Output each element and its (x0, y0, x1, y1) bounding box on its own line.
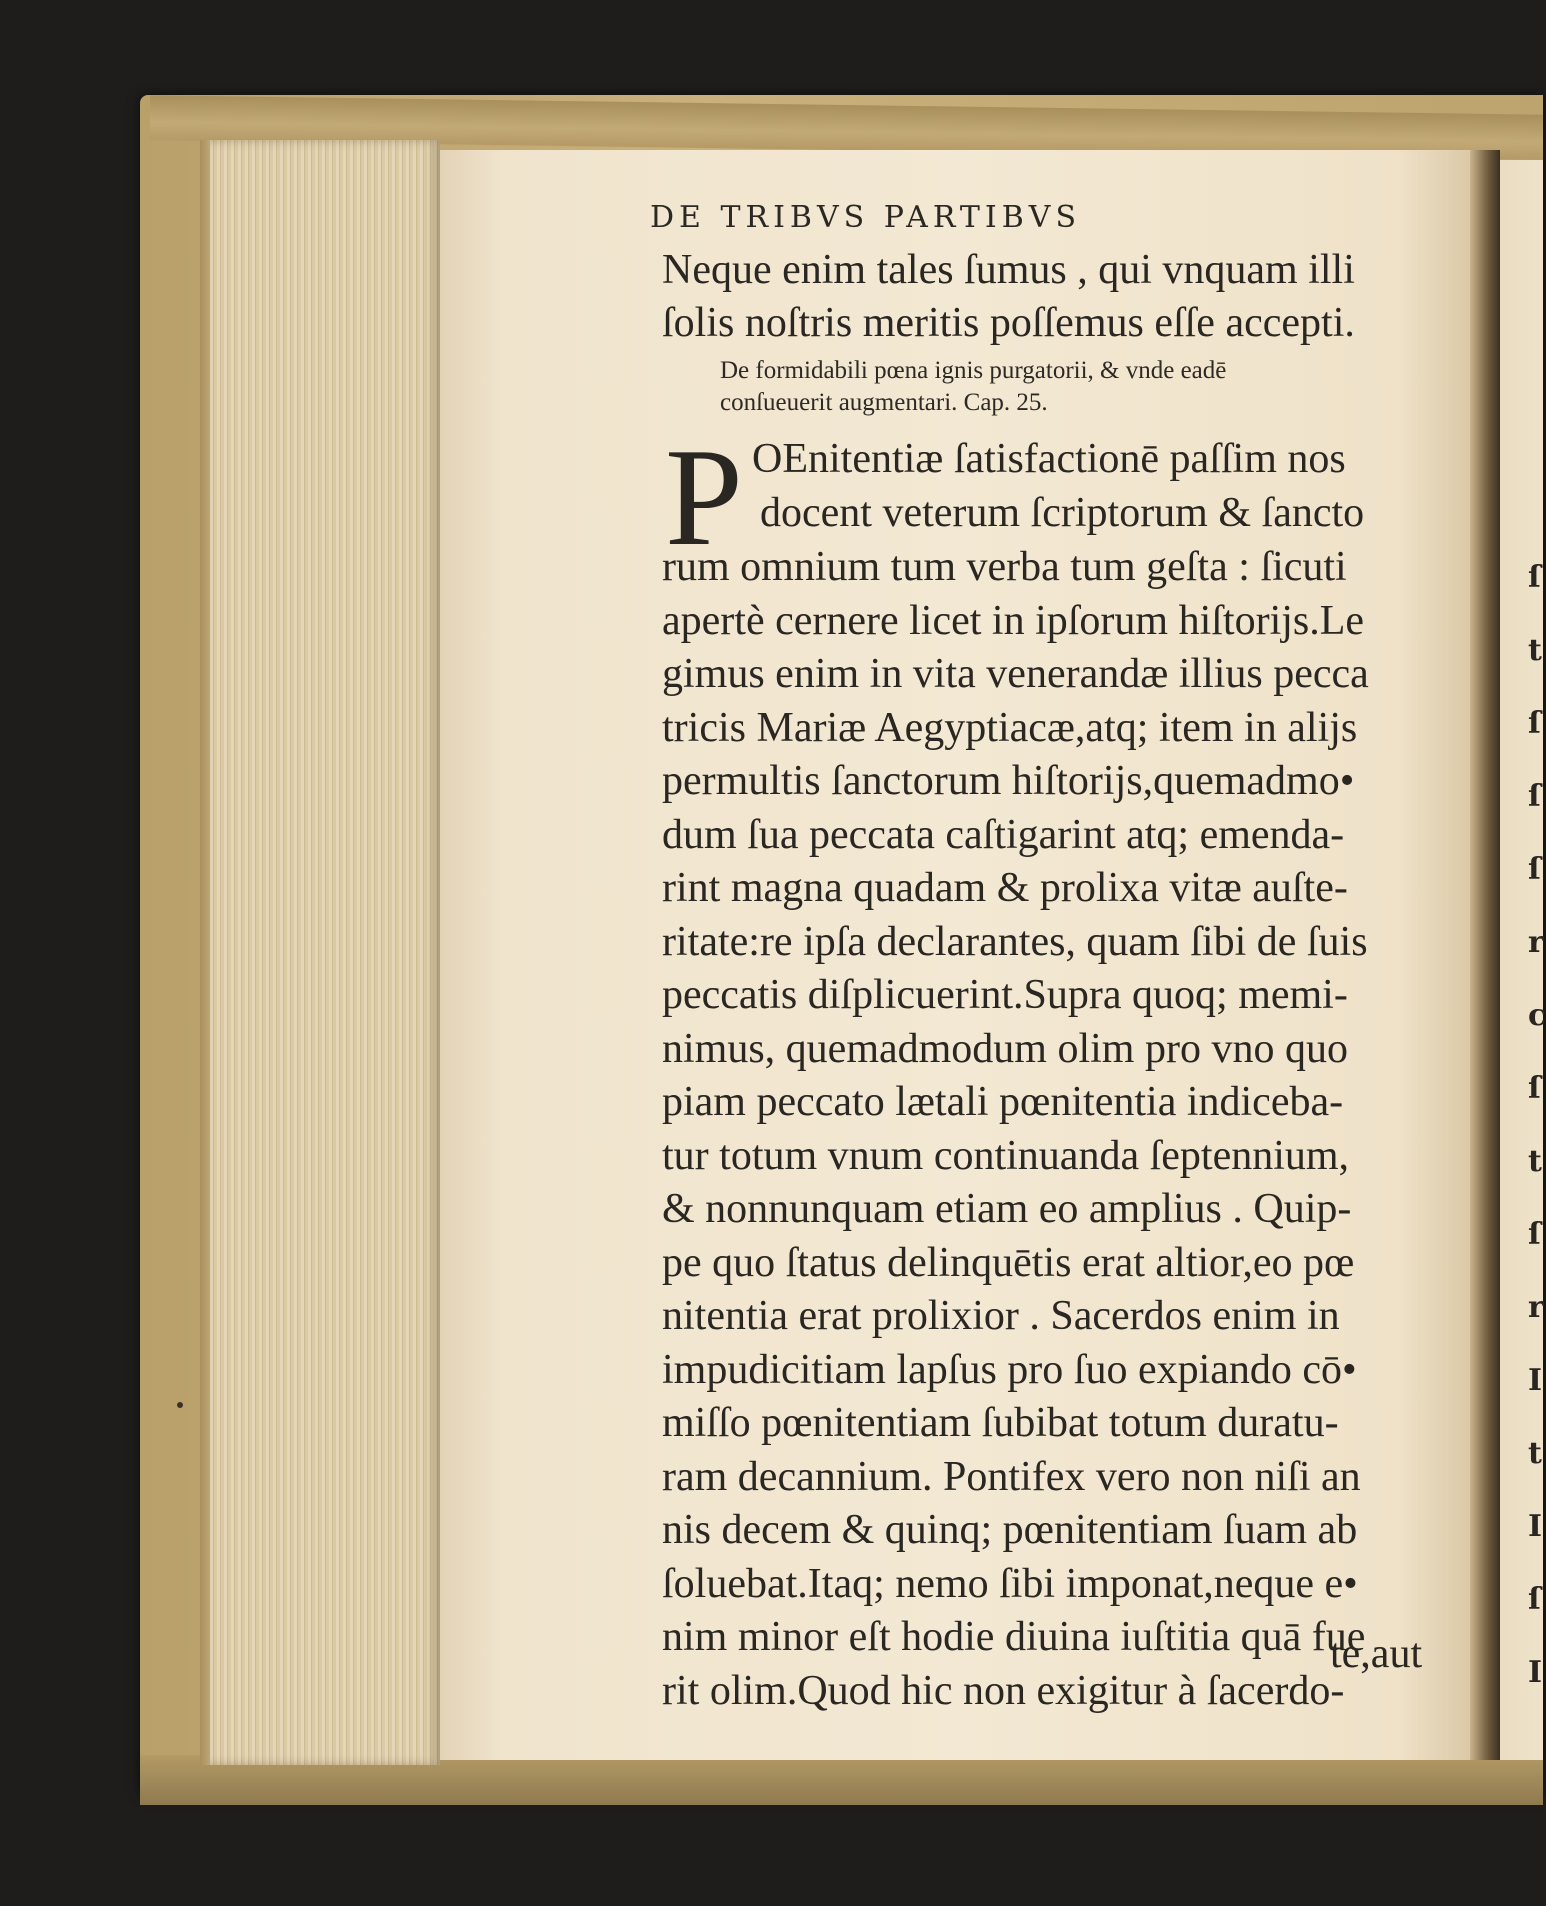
body-line: ram decannium. Pontifex vero non niſi an (662, 1453, 1361, 1500)
facing-margin-glyph: ſ (1528, 852, 1541, 887)
facing-margin-glyph: ſ (1528, 1582, 1541, 1617)
facing-margin-glyph: ſ (1528, 779, 1541, 814)
first-line: OEnitentiæ ſatisfactionē paſſim nos (752, 436, 1346, 482)
body-line: & nonnunquam etiam eo amplius . Quip- (662, 1186, 1352, 1232)
facing-margin-glyph: ſ (1528, 706, 1541, 741)
intro-line: ſolis noſtris meritis poſſemus eſſe accepti. (662, 300, 1355, 346)
body-line: permultis ſanctorum hiſtorijs,quemadmo• (662, 758, 1355, 804)
body-line: nimus, quemadmodum olim pro vno quo (662, 1025, 1348, 1072)
first-line: docent veterum ſcriptorum & ſancto (760, 490, 1365, 536)
facing-margin-glyph: t (1528, 1436, 1542, 1471)
body-line: rit olim.Quod hic non exigitur à ſacerdo- (662, 1667, 1345, 1714)
book-gutter (1470, 150, 1500, 1760)
drop-initial: P (665, 420, 743, 575)
body-line: nim minor eſt hodie diuina iuſtitia quā fue (662, 1614, 1366, 1660)
facing-margin-glyph: I (1528, 1363, 1543, 1398)
chapter-rubric-line: conſueuerit augmentari. Cap. 25. (720, 389, 1048, 416)
body-line: pe quo ſtatus delinquētis erat altior,eo pœ (662, 1239, 1355, 1286)
body-line: nitentia erat prolixior . Sacerdos enim in (662, 1293, 1340, 1339)
running-head: DE TRIBVS PARTIBVS (650, 200, 1082, 235)
body-line: tricis Mariæ Aegyptiacæ,atq; item in alijs (662, 704, 1358, 751)
body-line: ritate:re ipſa declarantes, quam ſibi de ſuis (662, 918, 1368, 965)
facing-margin-glyph: ſ (1528, 1071, 1541, 1106)
body-line: peccatis diſplicuerint.Supra quoq; memi- (662, 972, 1348, 1018)
facing-margin-glyph: r (1528, 925, 1544, 960)
facing-margin-glyph: I (1528, 1655, 1543, 1690)
intro-line: Neque enim tales ſumus , qui vnquam illi (662, 247, 1355, 293)
body-line: impudicitiam lapſus pro ſuo expiando cō• (662, 1346, 1357, 1393)
facing-margin-glyph: t (1528, 1144, 1542, 1179)
cover-speck (177, 1402, 183, 1408)
facing-margin-glyph: ſ (1528, 560, 1541, 595)
body-line: piam peccato lætali pœnitentia indiceba- (662, 1079, 1344, 1125)
body-line: nis decem & quinq; pœnitentiam ſuam ab (662, 1507, 1358, 1553)
body-line: dum ſua peccata caſtigarint atq; emenda- (662, 811, 1345, 858)
body-line: apertè cernere licet in ipſorum hiſtorijs.Le (662, 597, 1365, 644)
facing-margin-glyph: t (1528, 633, 1542, 668)
body-line: gimus enim in vita venerandæ illius pecca (662, 651, 1369, 697)
catchword: te,aut (1330, 1631, 1423, 1677)
body-line: miſſo pœnitentiam ſubibat totum duratu- (662, 1400, 1339, 1446)
facing-margin-glyph: I (1528, 1509, 1543, 1544)
facing-margin-glyph: c (1528, 998, 1546, 1033)
chapter-rubric-line: De formidabili pœna ignis purgatorii, & vnde eadē (720, 357, 1227, 384)
facing-margin-glyph: ſ (1528, 1217, 1541, 1252)
body-line: rint magna quadam & prolixa vitæ auſte- (662, 865, 1348, 911)
body-line: tur totum vnum continuanda ſeptennium, (662, 1132, 1350, 1179)
body-line: rum omnium tum verba tum geſta : ſicuti (662, 544, 1347, 590)
body-line: ſoluebat.Itaq; nemo ſibi imponat,neque e• (662, 1560, 1358, 1607)
page-stack (210, 140, 440, 1765)
facing-margin-glyph: r (1528, 1290, 1544, 1325)
